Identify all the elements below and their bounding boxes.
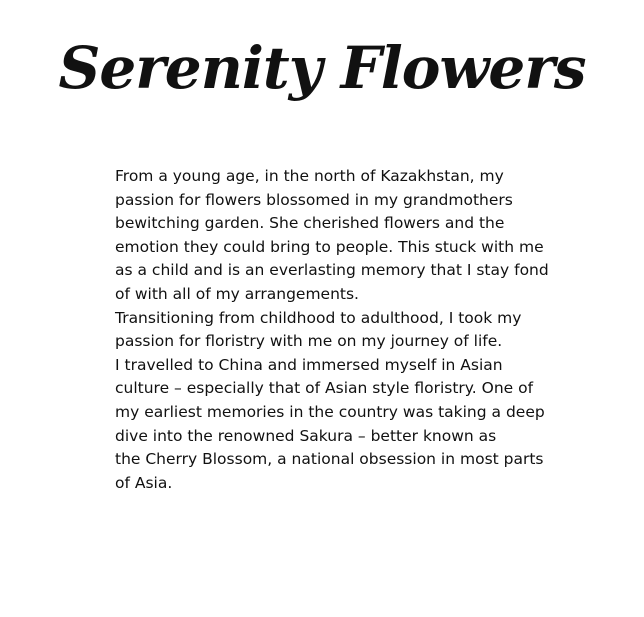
text-line: From a young age, in the north of Kazakhstan, my bbox=[115, 167, 504, 185]
text-line: culture – especially that of Asian style floristry. One of bbox=[115, 379, 534, 398]
text-line: as a child and is an everlasting memory that I stay fond bbox=[115, 261, 549, 280]
text-line: passion for flowers blossomed in my grandmothers bbox=[115, 190, 513, 209]
text-line: the Cherry Blossom, a national obsession in most parts bbox=[115, 450, 544, 469]
text-line: my earliest memories in the country was taking a deep bbox=[115, 402, 545, 421]
text-line: I travelled to China and immersed myself in Asian bbox=[115, 355, 503, 374]
text-line: of Asia. bbox=[115, 473, 173, 492]
text-line: passion for floristry with me on my journey of life. bbox=[115, 332, 503, 351]
text-line: emotion they could bring to people. This stuck with me bbox=[115, 237, 544, 256]
page-title: Serenity Flowers bbox=[58, 34, 586, 102]
text-line: of with all of my arrangements. bbox=[115, 284, 359, 303]
text-line: dive into the renowned Sakura – better known as bbox=[115, 426, 497, 445]
text-line: Transitioning from childhood to adulthood, I took my bbox=[115, 308, 522, 327]
story-paragraph bbox=[115, 165, 555, 495]
text-line: bewitching garden. She cherished flowers and the bbox=[115, 214, 505, 233]
